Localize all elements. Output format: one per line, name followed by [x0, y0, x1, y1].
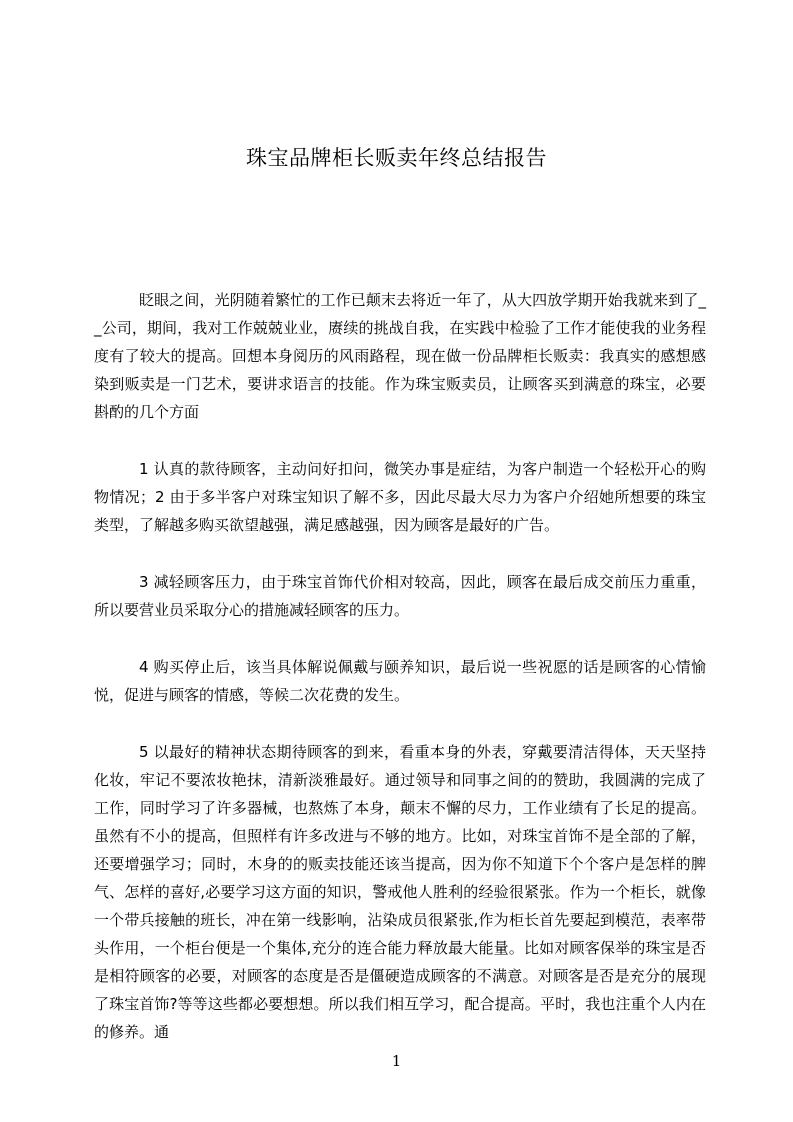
paragraph-point-4: 4 购买停止后，该当具体解说佩戴与颐养知识，最后说一些祝愿的话是顾客的心情愉悦，促进与顾客的情感，等候二次花费的发生。 — [94, 658, 706, 704]
page-number: 1 — [391, 1052, 402, 1070]
document-body — [94, 286, 706, 1075]
document-title: 珠宝品牌柜长贩卖年终总结报告 — [246, 146, 547, 170]
paragraph-point-3: 3 减轻顾客压力，由于珠宝首饰代价相对较高，因此，顾客在最后成交前压力重重，所以要营业员采取分心的措施减轻顾客的压力。 — [94, 573, 706, 619]
paragraph-point-1-2: 1 认真的款待顾客，主动问好扣问，微笑办事是症结，为客户制造一个轻松开心的购物情况；2 由于多半客户对珠宝知识了解不多，因此尽最大尽力为客户介绍她所想要的珠宝类型，了解越多购买欲望越强，满足感越强，因为顾客是最好的广告。 — [94, 460, 706, 534]
paragraph-point-5: 5 以最好的精神状态期待顾客的到来，看重本身的外表，穿戴要清洁得体，天天坚持化妆，牢记不要浓妆艳抹，清新淡雅最好。通过领导和同事之间的的赞助，我圆满的完成了工作，同时学习了许多器械，也熬炼了本身，颠末不懈的尽力，工作业绩有了长足的提高。虽然有不小的提高，但照样有许多改进与不够的地方。比如，对珠宝首饰不是全部的了解，还要增强学习；同时，木身的的贩卖技能还该当提高，因为你不知道下个个客户是怎样的脾气、怎样的喜好,必要学习这方面的知识，警戒他人胜利的经验很紧张。作为一个柜长，就像一个带兵接触的班长，冲在第一线影响，沾染成员很紧张,作为柜长首先要起到模范，表率带头作用，一个柜台便是一个集体,充分的连合能力释放最大能量。比如对顾客保举的珠宝是否是相符顾客的必要，对顾客的态度是否是僵硬造成顾客的不满意。对顾客是否是充分的展现了珠宝首饰?等等这些都必要想想。所以我们相互学习，配合提高。平时，我也注重个人内在的修养。通 — [94, 743, 706, 1041]
paragraph-intro: 眨眼之间，光阴随着繁忙的工作已颠末去将近一年了，从大四放学期开始我就来到了__公司，期间，我对工作兢兢业业，赓续的挑战自我，在实践中检验了工作才能使我的业务程度有了较大的提高。回想本身阅历的风雨路程，现在做一份品牌柜长贩卖：我真实的感想感染到贩卖是一门艺术，要讲求语言的技能。作为珠宝贩卖员，让顾客买到满意的珠宝，必要斟酌的几个方面 — [94, 291, 706, 421]
